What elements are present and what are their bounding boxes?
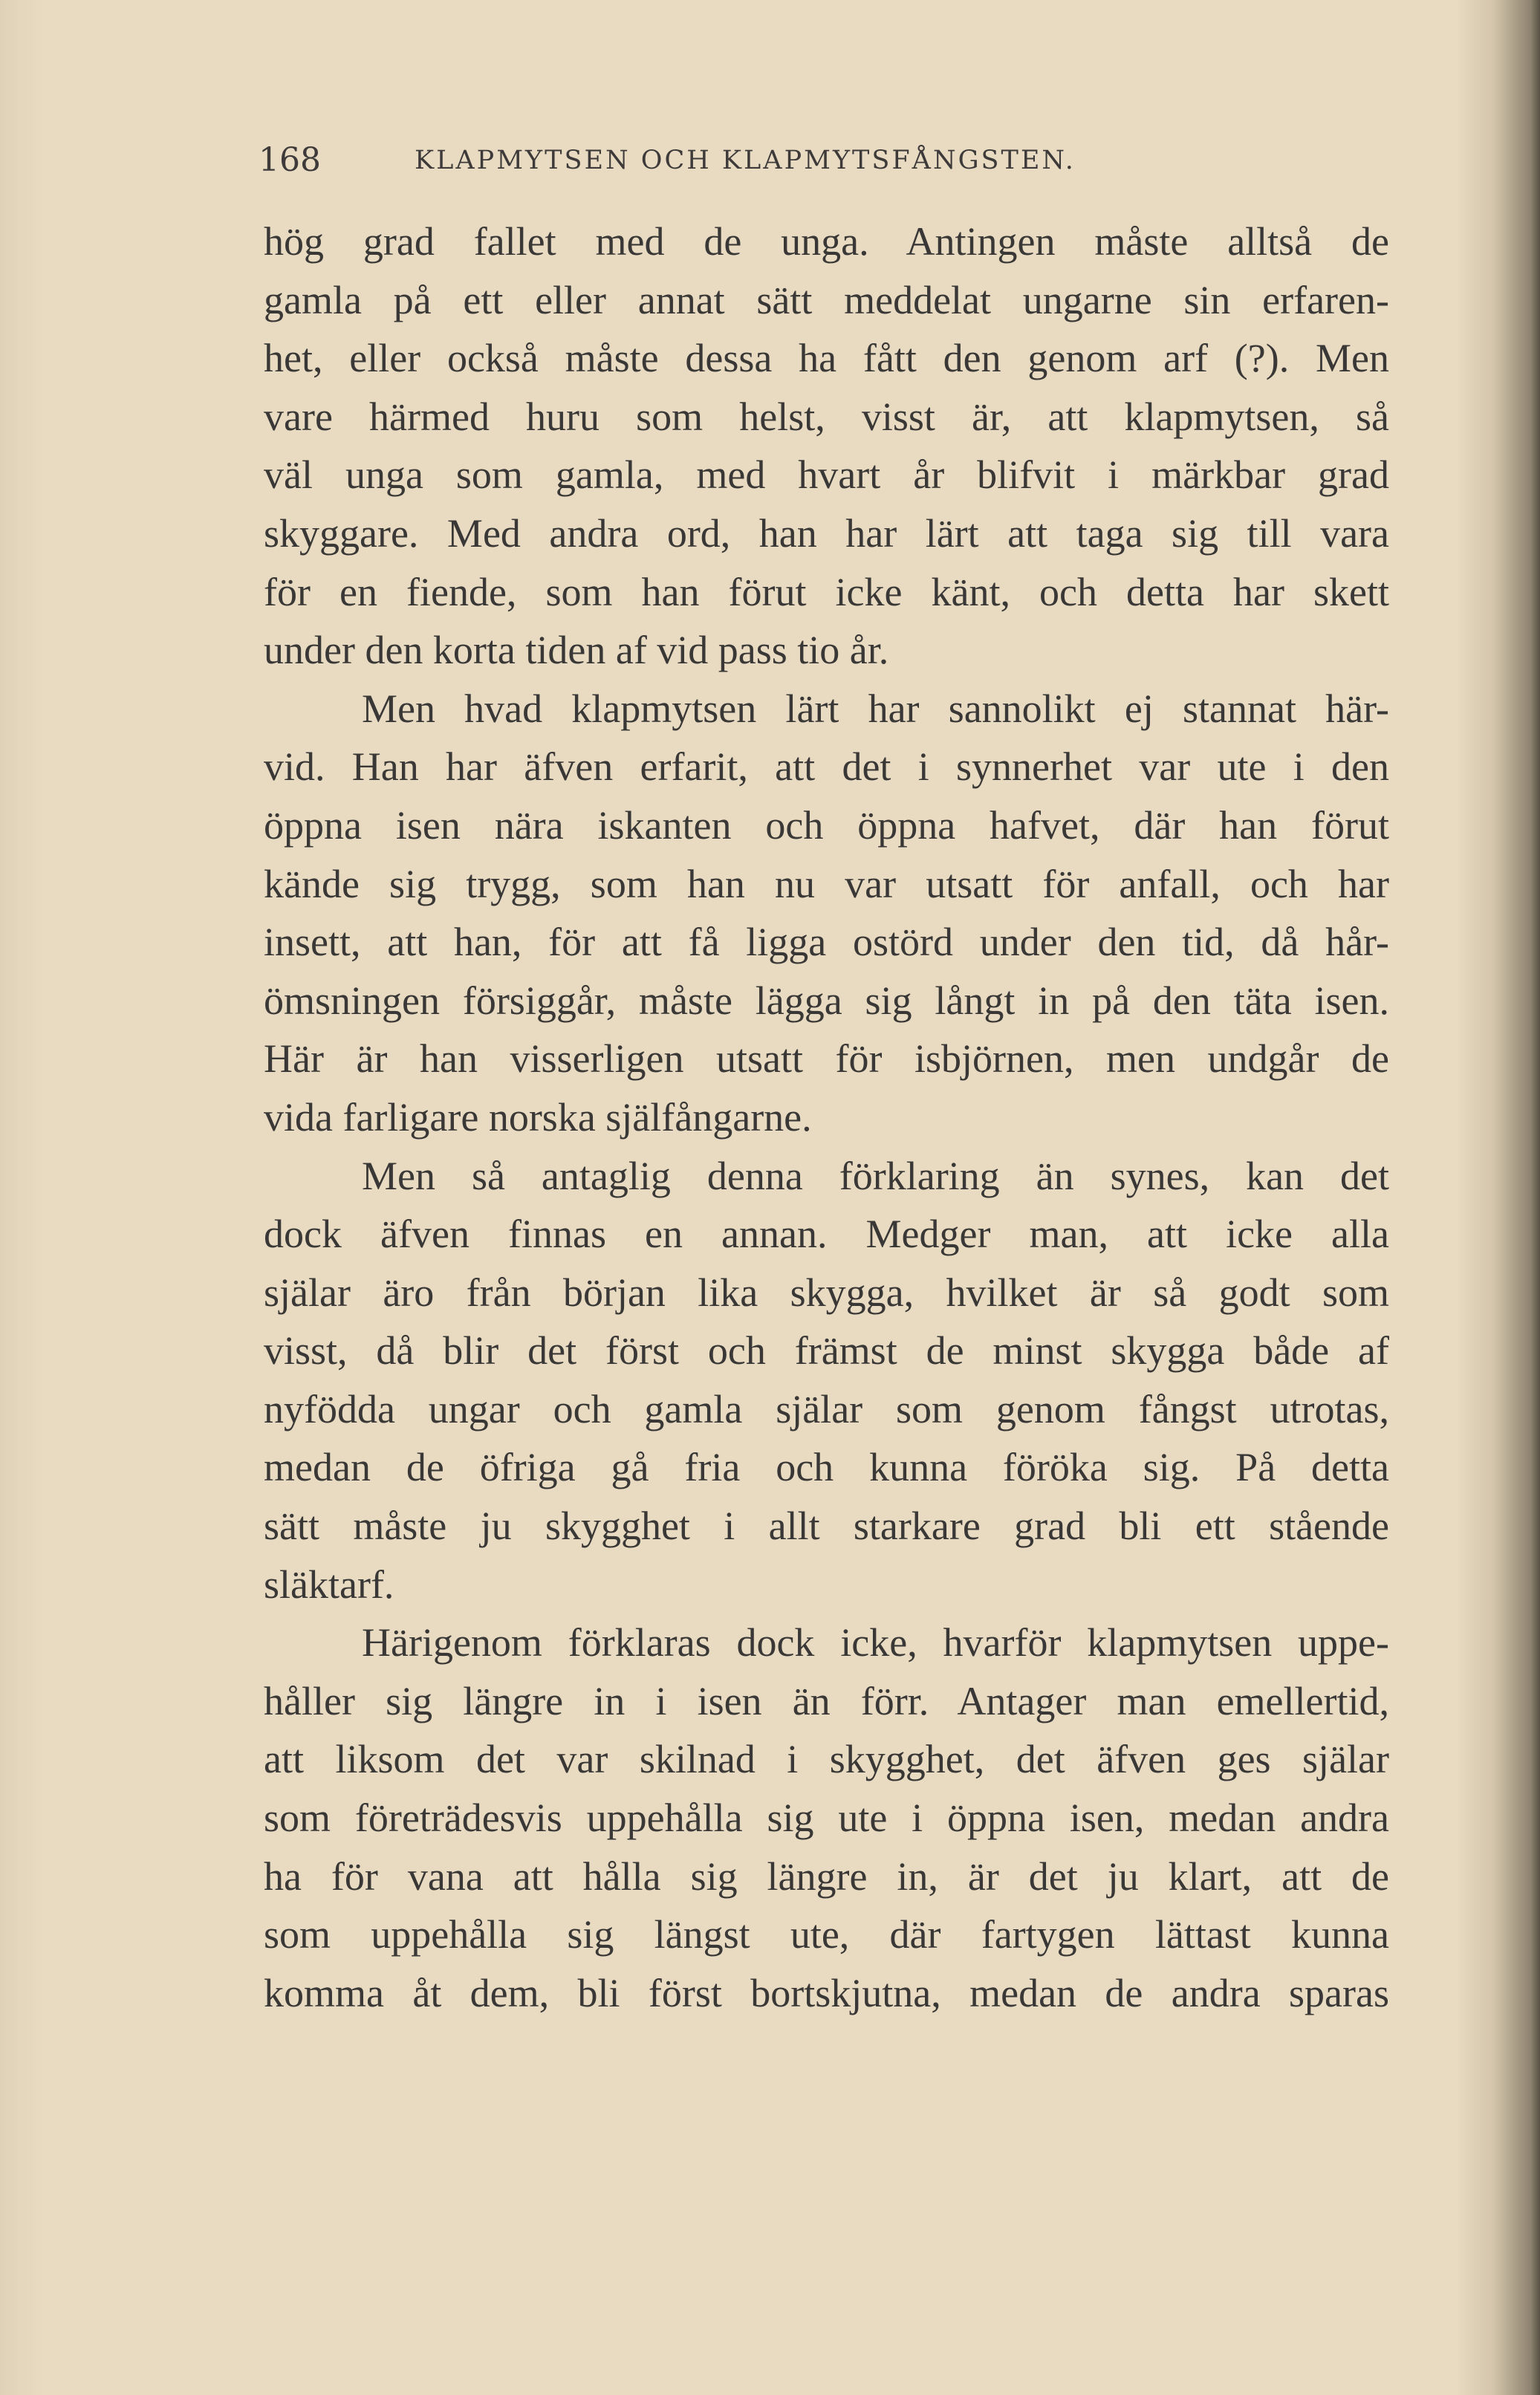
text-line: under den korta tiden af vid pass tio år. (264, 628, 889, 673)
text-line: som uppehålla sig längst ute, där fartygen lättast kunna (264, 1912, 1389, 1957)
page-header (259, 134, 1388, 186)
text-line: hög grad fallet med de unga. Antingen måste alltså de (264, 219, 1389, 264)
text-line: håller sig längre in i isen än förr. Antager man emellertid, (264, 1678, 1389, 1723)
text-line: komma åt dem, bli först bortskjutna, medan de andra sparas (264, 1970, 1389, 2015)
text-line: vare härmed huru som helst, visst är, att klapmytsen, så (264, 394, 1389, 439)
running-title: KLAPMYTSEN OCH KLAPMYTSFÅNGSTEN. (415, 146, 1076, 175)
text-line: själar äro från början lika skygga, hvilket är så godt som (264, 1270, 1389, 1315)
text-line: Men hvad klapmytsen lärt har sannolikt ej stannat här- (362, 686, 1389, 731)
text-line: ha för vana att hålla sig längre in, är det ju klart, att de (264, 1853, 1389, 1899)
text-line: visst, då blir det först och främst de minst skygga både af (264, 1328, 1389, 1374)
text-line: Men så antaglig denna förklaring än synes, kan det (362, 1153, 1389, 1198)
text-line: släktarf. (264, 1562, 394, 1607)
text-line: Härigenom förklaras dock icke, hvarför klapmytsen uppe- (362, 1620, 1389, 1666)
page-number: 168 (259, 141, 321, 179)
text-line: att liksom det var skilnad i skygghet, det äfven ges själar (264, 1737, 1389, 1782)
text-line: gamla på ett eller annat sätt meddelat ungarne sin erfaren- (264, 277, 1389, 322)
text-line: medan de öfriga gå fria och kunna föröka sig. På detta (264, 1445, 1389, 1490)
text-line: sätt måste ju skygghet i allt starkare grad bli ett stående (264, 1504, 1389, 1549)
text-line: öppna isen nära iskanten och öppna hafvet, där han förut (264, 802, 1389, 848)
text-line: insett, att han, för att få ligga ostörd under den tid, då hår- (264, 920, 1389, 965)
text-line: för en fiende, som han förut icke känt, och detta har skett (264, 569, 1389, 614)
text-line: kände sig trygg, som han nu var utsatt för anfall, och har (264, 861, 1389, 906)
text-line: het, eller också måste dessa ha fått den genom arf (?). Men (264, 336, 1389, 381)
text-line: dock äfven finnas en annan. Medger man, att icke alla (264, 1212, 1389, 1257)
text-line: ömsningen försiggår, måste lägga sig långt in på den täta isen. (264, 978, 1389, 1023)
text-line: nyfödda ungar och gamla själar som genom fångst utrotas, (264, 1386, 1389, 1432)
text-line: vida farligare norska själfångarne. (264, 1094, 812, 1140)
text-line: Här är han visserligen utsatt för isbjörnen, men undgår de (264, 1036, 1389, 1082)
text-line: väl unga som gamla, med hvart år blifvit i märkbar grad (264, 452, 1389, 498)
body-text (264, 212, 1389, 2022)
text-line: skyggare. Med andra ord, han har lärt att taga sig till vara (264, 510, 1389, 556)
text-line: vid. Han har äfven erfarit, att det i synnerhet var ute i den (264, 744, 1389, 790)
text-line: som företrädesvis uppehålla sig ute i öppna isen, medan andra (264, 1796, 1389, 1841)
